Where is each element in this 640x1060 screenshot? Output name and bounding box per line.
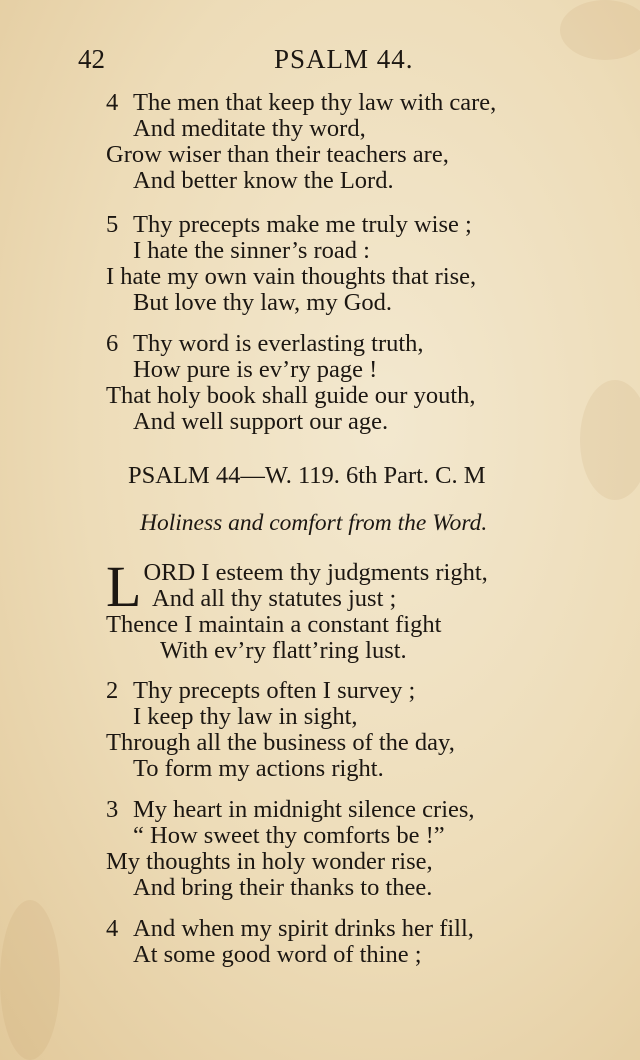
stanza-1 (106, 554, 488, 664)
verse-line: Thence I maintain a constant fight (106, 611, 442, 638)
verse-line: Thy precepts make me truly wise ; (133, 211, 472, 238)
stanza-4 (106, 90, 496, 194)
verse-line: And well support our age. (133, 408, 389, 435)
verse-line: My thoughts in holy wonder rise, (106, 848, 433, 875)
stanza-number: 6 (106, 330, 119, 357)
psalm-heading: PSALM 44—W. 119. 6th Part. C. M (128, 462, 486, 489)
stanza-number: 4 (106, 89, 119, 116)
drop-cap: L (106, 554, 142, 619)
stanza-5 (106, 212, 476, 316)
stanza-6 (106, 331, 476, 435)
verse-line: With ev’ry flatt’ring lust. (160, 637, 407, 664)
verse-line: ORD I esteem thy judgments right, (143, 559, 488, 586)
verse-line: How pure is ev’ry page ! (133, 356, 378, 383)
verse-line: And meditate thy word, (133, 115, 366, 142)
verse-line: Thy precepts often I survey ; (133, 677, 416, 704)
stanza-number: 5 (106, 211, 119, 238)
verse-line: Grow wiser than their teachers are, (106, 141, 449, 168)
verse-line: But love thy law, my God. (133, 289, 393, 316)
page-number: 42 (78, 44, 105, 74)
verse-line: And when my spirit drinks her fill, (133, 915, 474, 942)
verse-line: “ How sweet thy comforts be !” (133, 822, 445, 849)
stanza-2 (106, 678, 455, 782)
verse-line: And all thy statutes just ; (152, 585, 397, 612)
stanza-number: 4 (106, 915, 119, 942)
verse-line: I hate my own vain thoughts that rise, (106, 263, 477, 290)
stanza-3 (106, 797, 475, 901)
running-title: PSALM 44. (274, 44, 414, 74)
verse-line: My heart in midnight silence cries, (133, 796, 475, 823)
verse-line: At some good word of thine ; (133, 941, 422, 968)
verse-line: Through all the business of the day, (106, 729, 455, 756)
verse-line: To form my actions right. (133, 755, 384, 782)
psalm-subtitle: Holiness and comfort from the Word. (140, 510, 488, 536)
verse-line: I hate the sinner’s road : (133, 237, 370, 264)
verse-line: Thy word is everlasting truth, (133, 330, 424, 357)
page-header (78, 44, 598, 84)
verse-line: The men that keep thy law with care, (133, 89, 497, 116)
verse-line: And better know the Lord. (133, 167, 394, 194)
verse-line: I keep thy law in sight, (133, 703, 358, 730)
stanza-number: 2 (106, 677, 119, 704)
stanza-number: 3 (106, 796, 119, 823)
stanza-4-bottom (106, 916, 474, 968)
verse-line: That holy book shall guide our youth, (106, 382, 476, 409)
verse-line: And bring their thanks to thee. (133, 874, 433, 901)
